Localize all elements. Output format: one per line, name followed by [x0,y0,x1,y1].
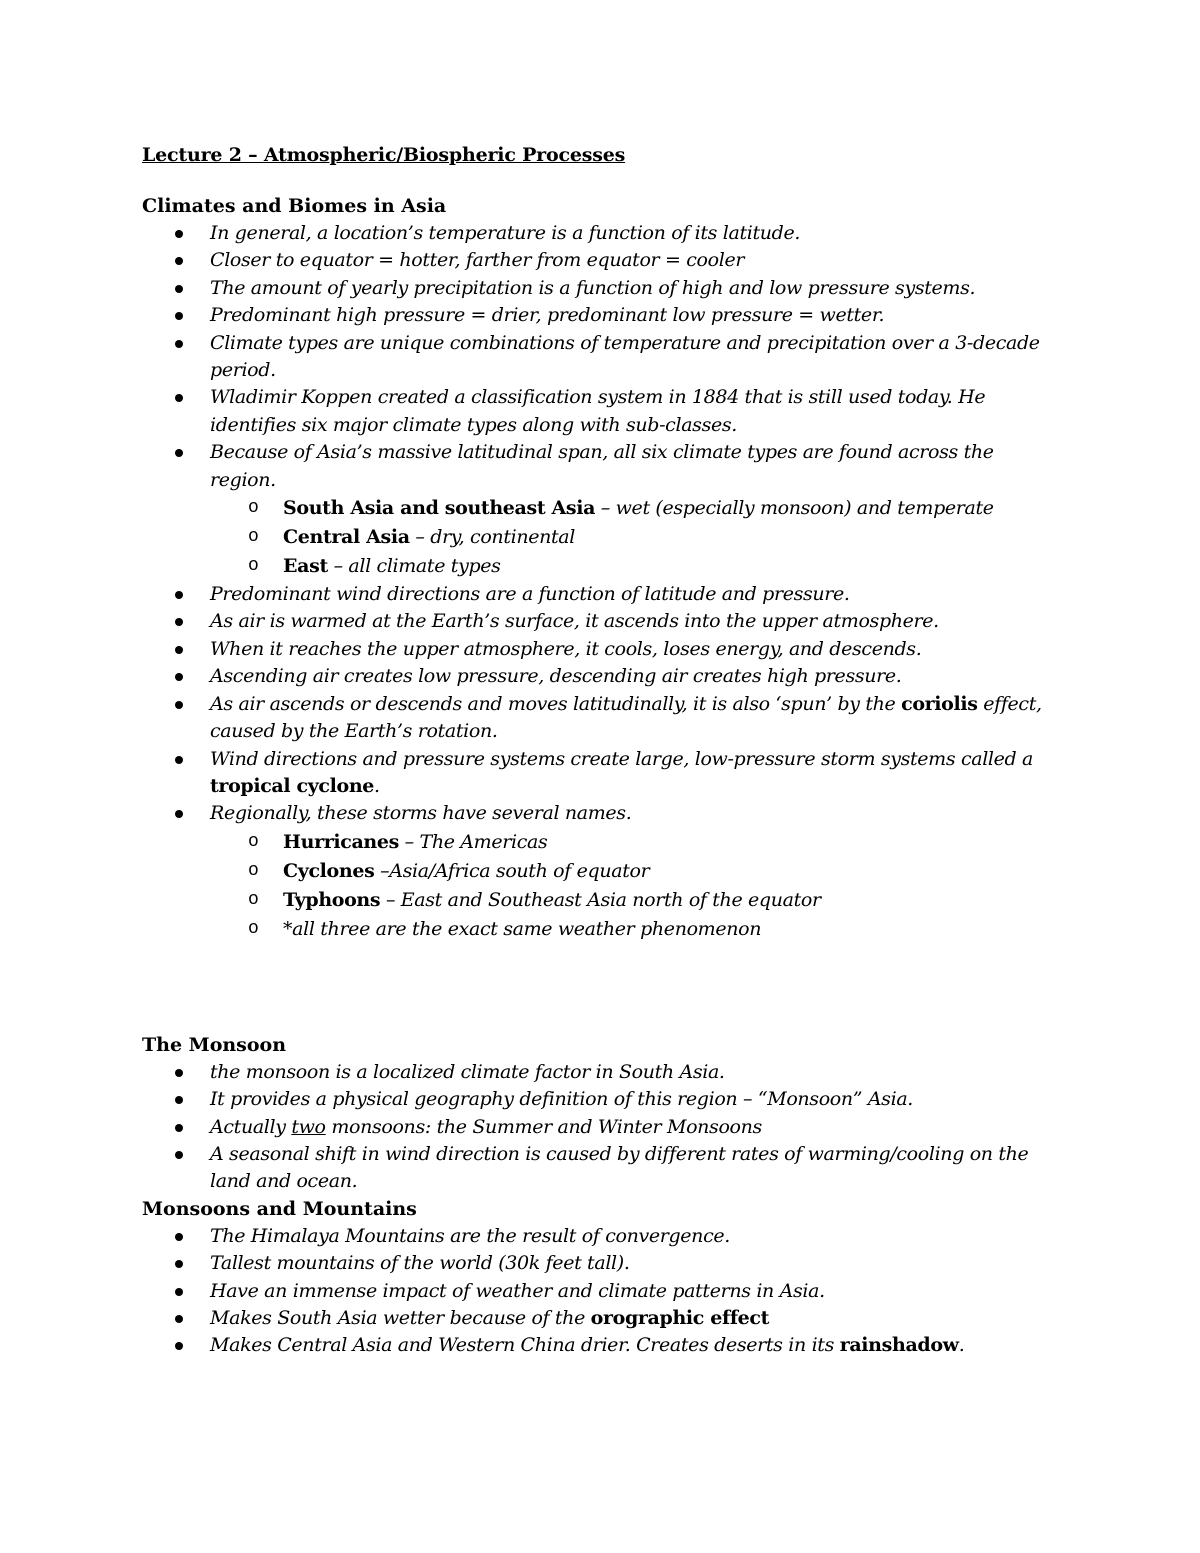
list-item [142,1332,1062,1359]
list-item [142,439,1062,581]
monsoon-bullet-list [142,1059,1062,1196]
storm-name: Hurricanes [283,830,399,853]
list-item: The amount of yearly precipitation is a function of high and low pressure systems. [142,275,1062,302]
term-orographic-effect: orographic effect [590,1306,770,1329]
term-tropical-cyclone: tropical cyclone [210,774,375,797]
list-item [142,1305,1062,1332]
sub-list-item [142,857,1062,886]
region-desc: – all climate types [327,555,501,578]
underlined-two: two [291,1115,326,1138]
storm-desc: –Asia/Africa south of equator [374,859,650,882]
list-item: Predominant high pressure = drier, predominant low pressure = wetter. [142,302,1062,329]
text-run: Wind directions and pressure systems create large, low-pressure storm systems called a [210,747,1034,770]
list-item: Closer to equator = hotter, farther from equator = cooler [142,247,1062,274]
list-item [142,1114,1062,1141]
list-item: Climate types are unique combinations of temperature and precipitation over a 3-decade period. [142,330,1062,385]
list-item-text: Regionally, these storms have several names. [210,802,632,825]
region-desc: – wet (especially monsoon) and temperate [595,497,994,520]
text-run: Makes South Asia wetter because of the [210,1306,591,1329]
list-item [142,746,1062,801]
list-item: Predominant wind directions are a function of latitude and pressure. [142,581,1062,608]
text-run: Actually [210,1115,292,1138]
text-run: monsoons: the Summer and Winter Monsoons [325,1115,762,1138]
section-heading-climates: Climates and Biomes in Asia [142,195,447,217]
sub-list-item [142,828,1062,857]
storm-desc: – The Americas [398,830,548,853]
lecture-title: Lecture 2 – Atmospheric/Biospheric Processes [142,144,626,166]
list-item: Tallest mountains of the world (30k feet tall). [142,1250,1062,1277]
climate-regions-list [142,494,1062,581]
region-name: East [283,555,328,578]
sub-list-item [142,494,1062,523]
region-name: Central Asia [283,526,410,549]
list-item [142,691,1062,746]
region-desc: – dry, continental [409,526,575,549]
spacer [142,944,1062,1032]
sub-list-item: o *all three are the exact same weather phenomenon [142,915,1062,944]
sub-list-item [142,886,1062,915]
mountains-bullet-list [142,1223,1062,1360]
section-heading-monsoons-mountains: Monsoons and Mountains [142,1197,417,1220]
list-item [142,800,1062,943]
list-item: It provides a physical geography definition of this region – “Monsoon” Asia. [142,1086,1062,1113]
list-item: A seasonal shift in wind direction is caused by different rates of warming/cooling on the land and ocean. [142,1141,1062,1196]
term-rainshadow: rainshadow [839,1334,959,1357]
storm-name: Cyclones [283,859,375,882]
storm-names-list [142,828,1062,944]
list-item-text: Because of Asia’s massive latitudinal span, all six climate types are found across the region. [210,441,994,491]
term-coriolis: coriolis [901,692,978,715]
list-item: the monsoon is a localized climate factor in South Asia. [142,1059,1062,1086]
list-item: Ascending air creates low pressure, descending air creates high pressure. [142,663,1062,690]
sub-list-item [142,523,1062,552]
region-name: South Asia and southeast Asia [283,497,596,520]
section-heading-monsoon: The Monsoon [142,1033,287,1056]
list-item: Have an immense impact of weather and climate patterns in Asia. [142,1278,1062,1305]
list-item: As air is warmed at the Earth’s surface, it ascends into the upper atmosphere. [142,608,1062,635]
storm-desc: – East and Southeast Asia north of the equator [380,888,821,911]
sub-list-item [142,552,1062,581]
climates-bullet-list [142,220,1062,944]
list-item: The Himalaya Mountains are the result of convergence. [142,1223,1062,1250]
list-item: In general, a location’s temperature is a function of its latitude. [142,220,1062,247]
text-run: Makes Central Asia and Western China drier. Creates deserts in its [210,1334,840,1357]
text-run: As air ascends or descends and moves latitudinally, it is also ‘spun’ by the [210,692,902,715]
storm-name: Typhoons [283,888,381,911]
text-run: . [374,774,380,797]
document-page [142,142,1062,1360]
list-item: When it reaches the upper atmosphere, it cools, loses energy, and descends. [142,636,1062,663]
text-run: effect, caused by the Earth’s rotation. [210,692,1042,743]
text-run: . [958,1334,965,1357]
list-item: Wladimir Koppen created a classification system in 1884 that is still used today. He identifies six major climate types along with sub-classes. [142,384,1062,439]
